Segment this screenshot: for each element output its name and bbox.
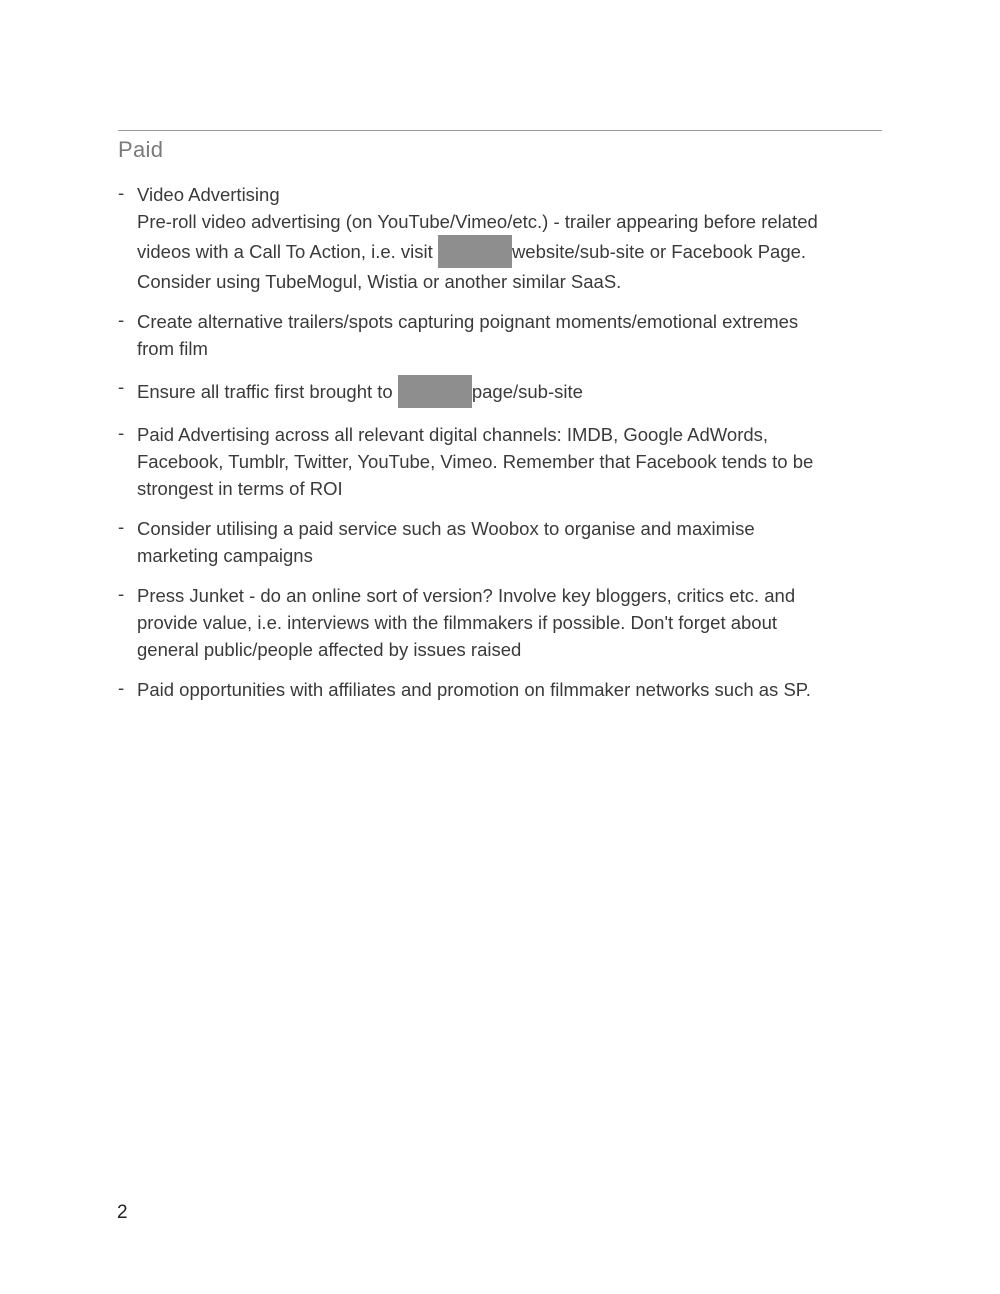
bullet-text-line: strongest in terms of ROI [137, 478, 343, 499]
bullet-text-fragment: Ensure all traffic first brought to [137, 381, 398, 402]
bullet-list [118, 181, 878, 716]
bullet-text-line: Facebook, Tumblr, Twitter, YouTube, Vimeo. Remember that Facebook tends to be [137, 451, 814, 472]
section-divider [118, 130, 882, 131]
bullet-item-press-junket [118, 582, 878, 663]
bullet-text-line: Press Junket - do an online sort of version? Involve key bloggers, critics etc. and [137, 585, 796, 606]
bullet-text-line [137, 235, 878, 268]
bullet-text-fragment: website/sub-site or Facebook Page. [511, 241, 807, 262]
bullet-text-line: general public/people affected by issues raised [137, 639, 522, 660]
page-number: 2 [117, 1202, 128, 1223]
redaction-block [438, 235, 512, 268]
bullet-dash: - [118, 376, 125, 397]
bullet-text-line [137, 375, 878, 408]
bullet-item-alternative-trailers [118, 308, 878, 362]
bullet-text-line: from film [137, 338, 208, 359]
bullet-dash: - [118, 677, 125, 698]
bullet-item-affiliates [118, 676, 878, 703]
bullet-text-line: Paid Advertising across all relevant digital channels: IMDB, Google AdWords, [137, 424, 769, 445]
bullet-dash: - [118, 516, 125, 537]
bullet-text-line: marketing campaigns [137, 545, 313, 566]
bullet-dash: - [118, 583, 125, 604]
bullet-dash: - [118, 182, 125, 203]
bullet-item-traffic [118, 375, 878, 408]
bullet-item-paid-advertising [118, 421, 878, 502]
bullet-text-line: Pre-roll video advertising (on YouTube/Vimeo/etc.) - trailer appearing before related [137, 211, 818, 232]
bullet-text-line: Paid opportunities with affiliates and promotion on filmmaker networks such as SP. [137, 679, 811, 700]
bullet-dash: - [118, 309, 125, 330]
bullet-text-line: Create alternative trailers/spots capturing poignant moments/emotional extremes [137, 311, 799, 332]
bullet-dash: - [118, 422, 125, 443]
bullet-text-fragment: videos with a Call To Action, i.e. visit [137, 241, 438, 262]
section-title: Paid [118, 137, 164, 162]
bullet-text-line: provide value, i.e. interviews with the filmmakers if possible. Don't forget about [137, 612, 778, 633]
bullet-text-line: Consider utilising a paid service such as Woobox to organise and maximise [137, 518, 755, 539]
redaction-block [398, 375, 472, 408]
bullet-heading: Video Advertising [137, 184, 280, 205]
bullet-item-woobox [118, 515, 878, 569]
bullet-item-video-advertising [118, 181, 878, 295]
bullet-text-fragment: page/sub-site [471, 381, 583, 402]
bullet-text-line: Consider using TubeMogul, Wistia or another similar SaaS. [137, 271, 622, 292]
